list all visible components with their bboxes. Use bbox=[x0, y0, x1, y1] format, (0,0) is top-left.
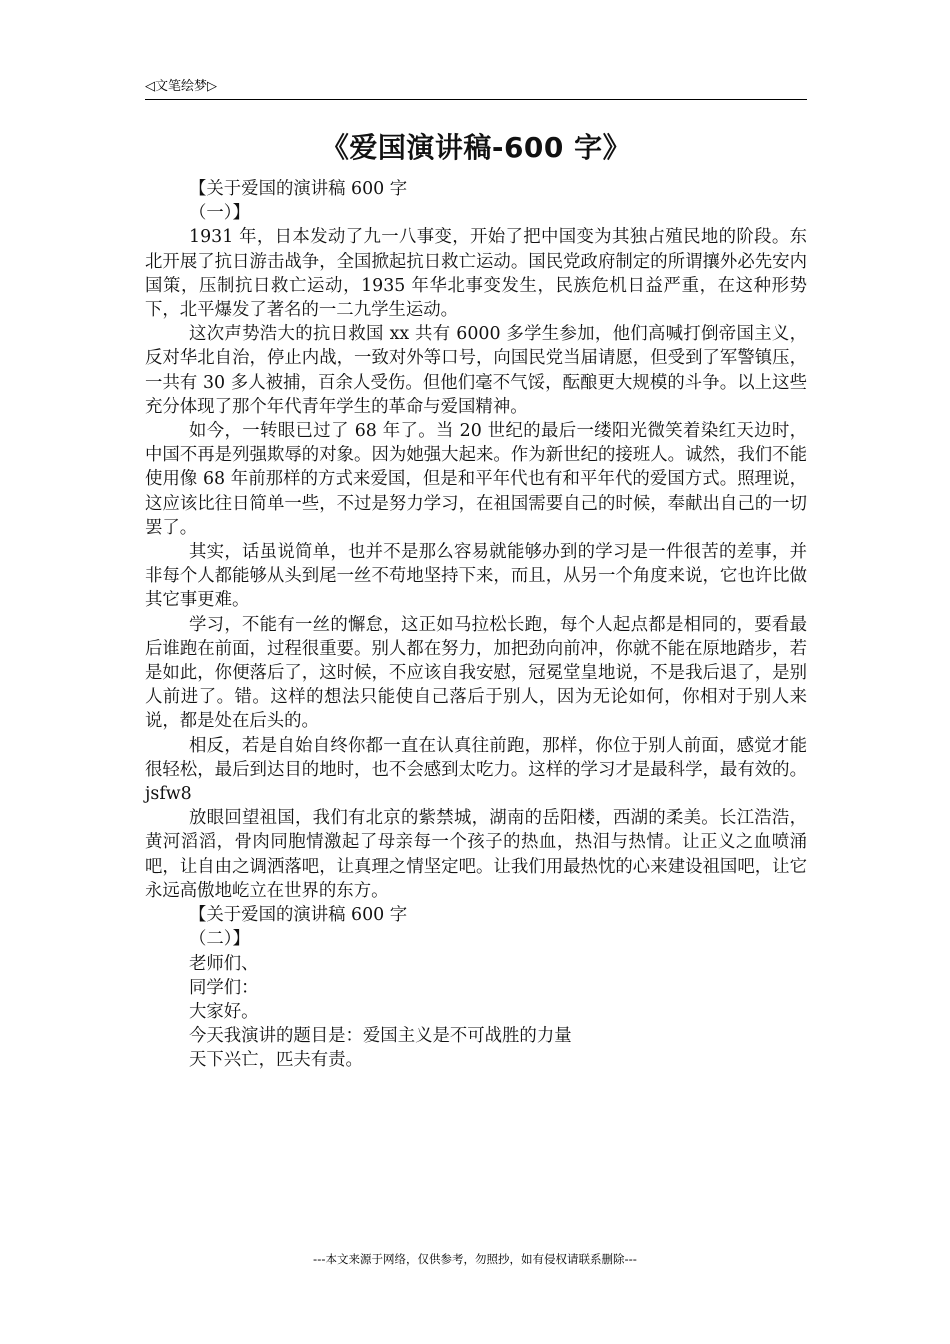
page-header bbox=[145, 75, 807, 100]
paragraph: 今天我演讲的题目是：爱国主义是不可战胜的力量 bbox=[189, 1026, 572, 1047]
paragraph: 天下兴亡，匹夫有责。 bbox=[189, 1050, 363, 1071]
paragraph: 老师们、 bbox=[189, 953, 259, 974]
section-heading: 【关于爱国的演讲稿 600 字 bbox=[189, 179, 408, 199]
paragraph: 其实，话虽说简单，也并不是那么容易就能够办到的学习是一件很苦的差事，并非每个人都能够从头到尾一丝不苟地坚持下来，而且，从另一个角度来说，它也许比做其它事更难。 bbox=[145, 542, 807, 611]
document-title: 《爱国演讲稿-600 字》 bbox=[320, 131, 632, 164]
section-heading: 【关于爱国的演讲稿 600 字 bbox=[189, 905, 408, 926]
paragraph: 大家好。 bbox=[189, 1001, 259, 1022]
header-text: ◁文笔绘梦▷ bbox=[145, 79, 217, 94]
paragraph: 学习，不能有一丝的懈怠，这正如马拉松长跑，每个人起点都是相同的，要看最后谁跑在前面，过程很重要。别人都在努力，加把劲向前冲，你就不能在原地踏步，若是如此，你便落后了，这时候，不应该自我安慰，冠冕堂皇地说，不是我后退了，是别人前进了。错。这样的想法只能使自己落后于别人，因为无论如何，你相对于别人来说，都是处在后头的。 bbox=[145, 614, 807, 732]
paragraph: 同学们： bbox=[189, 977, 259, 998]
page-footer: ---本文来源于网络，仅供参考，勿照抄，如有侵权请联系删除--- bbox=[313, 1252, 637, 1266]
paragraph: 1931 年，日本发动了九一八事变，开始了把中国变为其独占殖民地的阶段。东北开展了抗日游击战争，全国掀起抗日救亡运动。国民党政府制定的所谓攘外必先安内国策，压制抗日救亡运动，1935 年华北事变发生，民族危机日益严重，在这种形势下，北平爆发了著名的一二九学生运动。 bbox=[145, 227, 807, 321]
document-body bbox=[145, 177, 807, 1073]
section-heading: （二）】 bbox=[189, 929, 250, 950]
paragraph: 这次声势浩大的抗日救国 xx 共有 6000 多学生参加，他们高喊打倒帝国主义，反对华北自治，停止内战，一致对外等口号，向国民党当届请愿，但受到了军警镇压，一共有 30 多人被捕，百余人受伤。但他们毫不气馁，酝酿更大规模的斗争。以上这些充分体现了那个年代青年学生的革命与爱国精神。 bbox=[145, 324, 807, 417]
section-heading: （一）】 bbox=[189, 203, 250, 224]
paragraph: 放眼回望祖国，我们有北京的紫禁城，湖南的岳阳楼，西湖的柔美。长江浩浩，黄河滔滔，骨肉同胞情激起了母亲每一个孩子的热血，热泪与热情。让正义之血喷涌吧，让自由之调洒落吧，让真理之情坚定吧。让我们用最热忱的心来建设祖国吧，让它永远高傲地屹立在世界的东方。 bbox=[145, 808, 807, 901]
paragraph: 相反，若是自始自终你都一直在认真往前跑，那样，你位于别人前面，感觉才能很轻松，最后到达目的地时，也不会感到太吃力。这样的学习才是最科学，最有效的。jsfw8 bbox=[145, 735, 807, 805]
paragraph: 如今，一转眼已过了 68 年了。当 20 世纪的最后一缕阳光微笑着染红天边时，中国不再是列强欺辱的对象。因为她强大起来。作为新世纪的接班人。诚然，我们不能使用像 68 年前那样的方式来爱国，但是和平年代也有和平年代的爱国方式。照理说，这应该比往日简单一些，不过是努力学习，在祖国需要自己的时候，奉献出自己的一切罢了。 bbox=[145, 421, 807, 538]
